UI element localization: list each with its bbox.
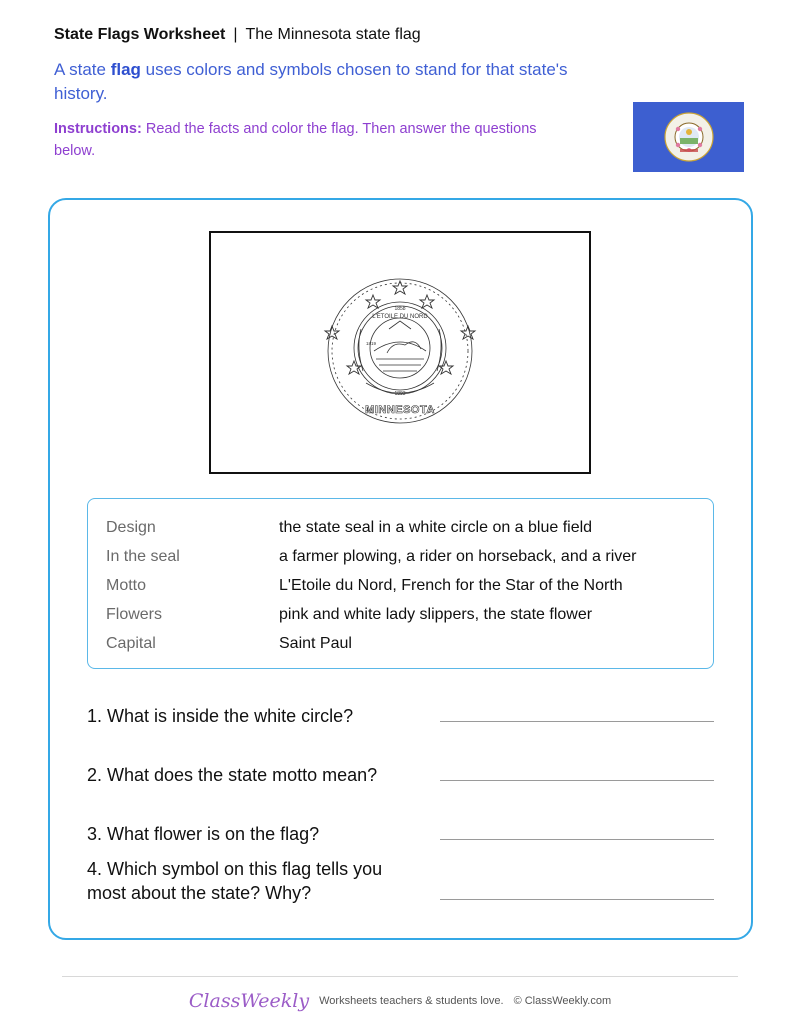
answer-line-2[interactable] bbox=[440, 780, 714, 781]
intro-text bbox=[54, 58, 594, 106]
header-separator: | bbox=[233, 26, 238, 43]
answer-line-3[interactable] bbox=[440, 839, 714, 840]
fact-value: the state seal in a white circle on a blue field bbox=[279, 518, 593, 536]
mini-flag-seal-graphic bbox=[633, 102, 744, 172]
fact-value: pink and white lady slippers, the state flower bbox=[279, 605, 593, 623]
seal-year-bottom: 1893 bbox=[394, 391, 406, 397]
fact-value: a farmer plowing, a rider on horseback, and a river bbox=[279, 547, 637, 565]
fact-key: Capital bbox=[106, 634, 156, 652]
fact-key: Motto bbox=[106, 576, 147, 594]
question-1: 1. What is inside the white circle? bbox=[87, 706, 354, 726]
answer-line-4[interactable] bbox=[440, 899, 714, 900]
classweekly-logo: ClassWeekly bbox=[188, 990, 310, 1012]
fact-row bbox=[88, 542, 713, 571]
fact-row bbox=[88, 571, 713, 600]
question-3: 3. What flower is on the flag? bbox=[87, 824, 320, 844]
intro-after: uses colors and symbols chosen to stand for that state's history. bbox=[54, 60, 568, 103]
question-4-line-1: 4. Which symbol on this flag tells you bbox=[87, 859, 383, 879]
fact-row bbox=[88, 513, 713, 542]
fact-row bbox=[88, 600, 713, 629]
instructions bbox=[54, 118, 574, 162]
fact-key: In the seal bbox=[106, 547, 180, 565]
intro-keyword: flag bbox=[110, 60, 141, 79]
facts-table bbox=[87, 498, 714, 669]
footer-divider bbox=[62, 976, 738, 977]
seal-motto-text: L'ETOILE DU NORD bbox=[372, 314, 428, 320]
flag-coloring-outline[interactable] bbox=[209, 231, 591, 474]
intro-before: A state bbox=[54, 60, 111, 79]
worksheet-subtitle: The Minnesota state flag bbox=[245, 26, 421, 43]
question-4-line-2: most about the state? Why? bbox=[87, 883, 312, 903]
footer bbox=[0, 990, 800, 1012]
fact-value: Saint Paul bbox=[279, 634, 352, 652]
seal-state-name: MINNESOTA bbox=[365, 404, 435, 416]
fact-row bbox=[88, 629, 713, 658]
question-2: 2. What does the state motto mean? bbox=[87, 765, 378, 785]
worksheet-label: State Flags Worksheet bbox=[54, 26, 226, 43]
instructions-text: Read the facts and color the flag. Then answer the questions below. bbox=[54, 121, 537, 159]
footer-copyright: © ClassWeekly.com bbox=[513, 995, 612, 1007]
instructions-label: Instructions: bbox=[54, 121, 142, 137]
fact-key: Design bbox=[106, 518, 156, 536]
minnesota-flag-thumbnail bbox=[633, 102, 744, 172]
answer-line-1[interactable] bbox=[440, 721, 714, 722]
fact-key: Flowers bbox=[106, 605, 163, 623]
seal-year-top: 1858 bbox=[394, 306, 406, 312]
fact-value: L'Etoile du Nord, French for the Star of the North bbox=[279, 576, 623, 594]
question-4 bbox=[87, 857, 382, 905]
seal-year-side: 1819 bbox=[365, 341, 377, 346]
footer-tagline: Worksheets teachers & students love. bbox=[319, 995, 504, 1007]
worksheet-header bbox=[54, 26, 421, 44]
seal-line-art bbox=[211, 233, 589, 472]
